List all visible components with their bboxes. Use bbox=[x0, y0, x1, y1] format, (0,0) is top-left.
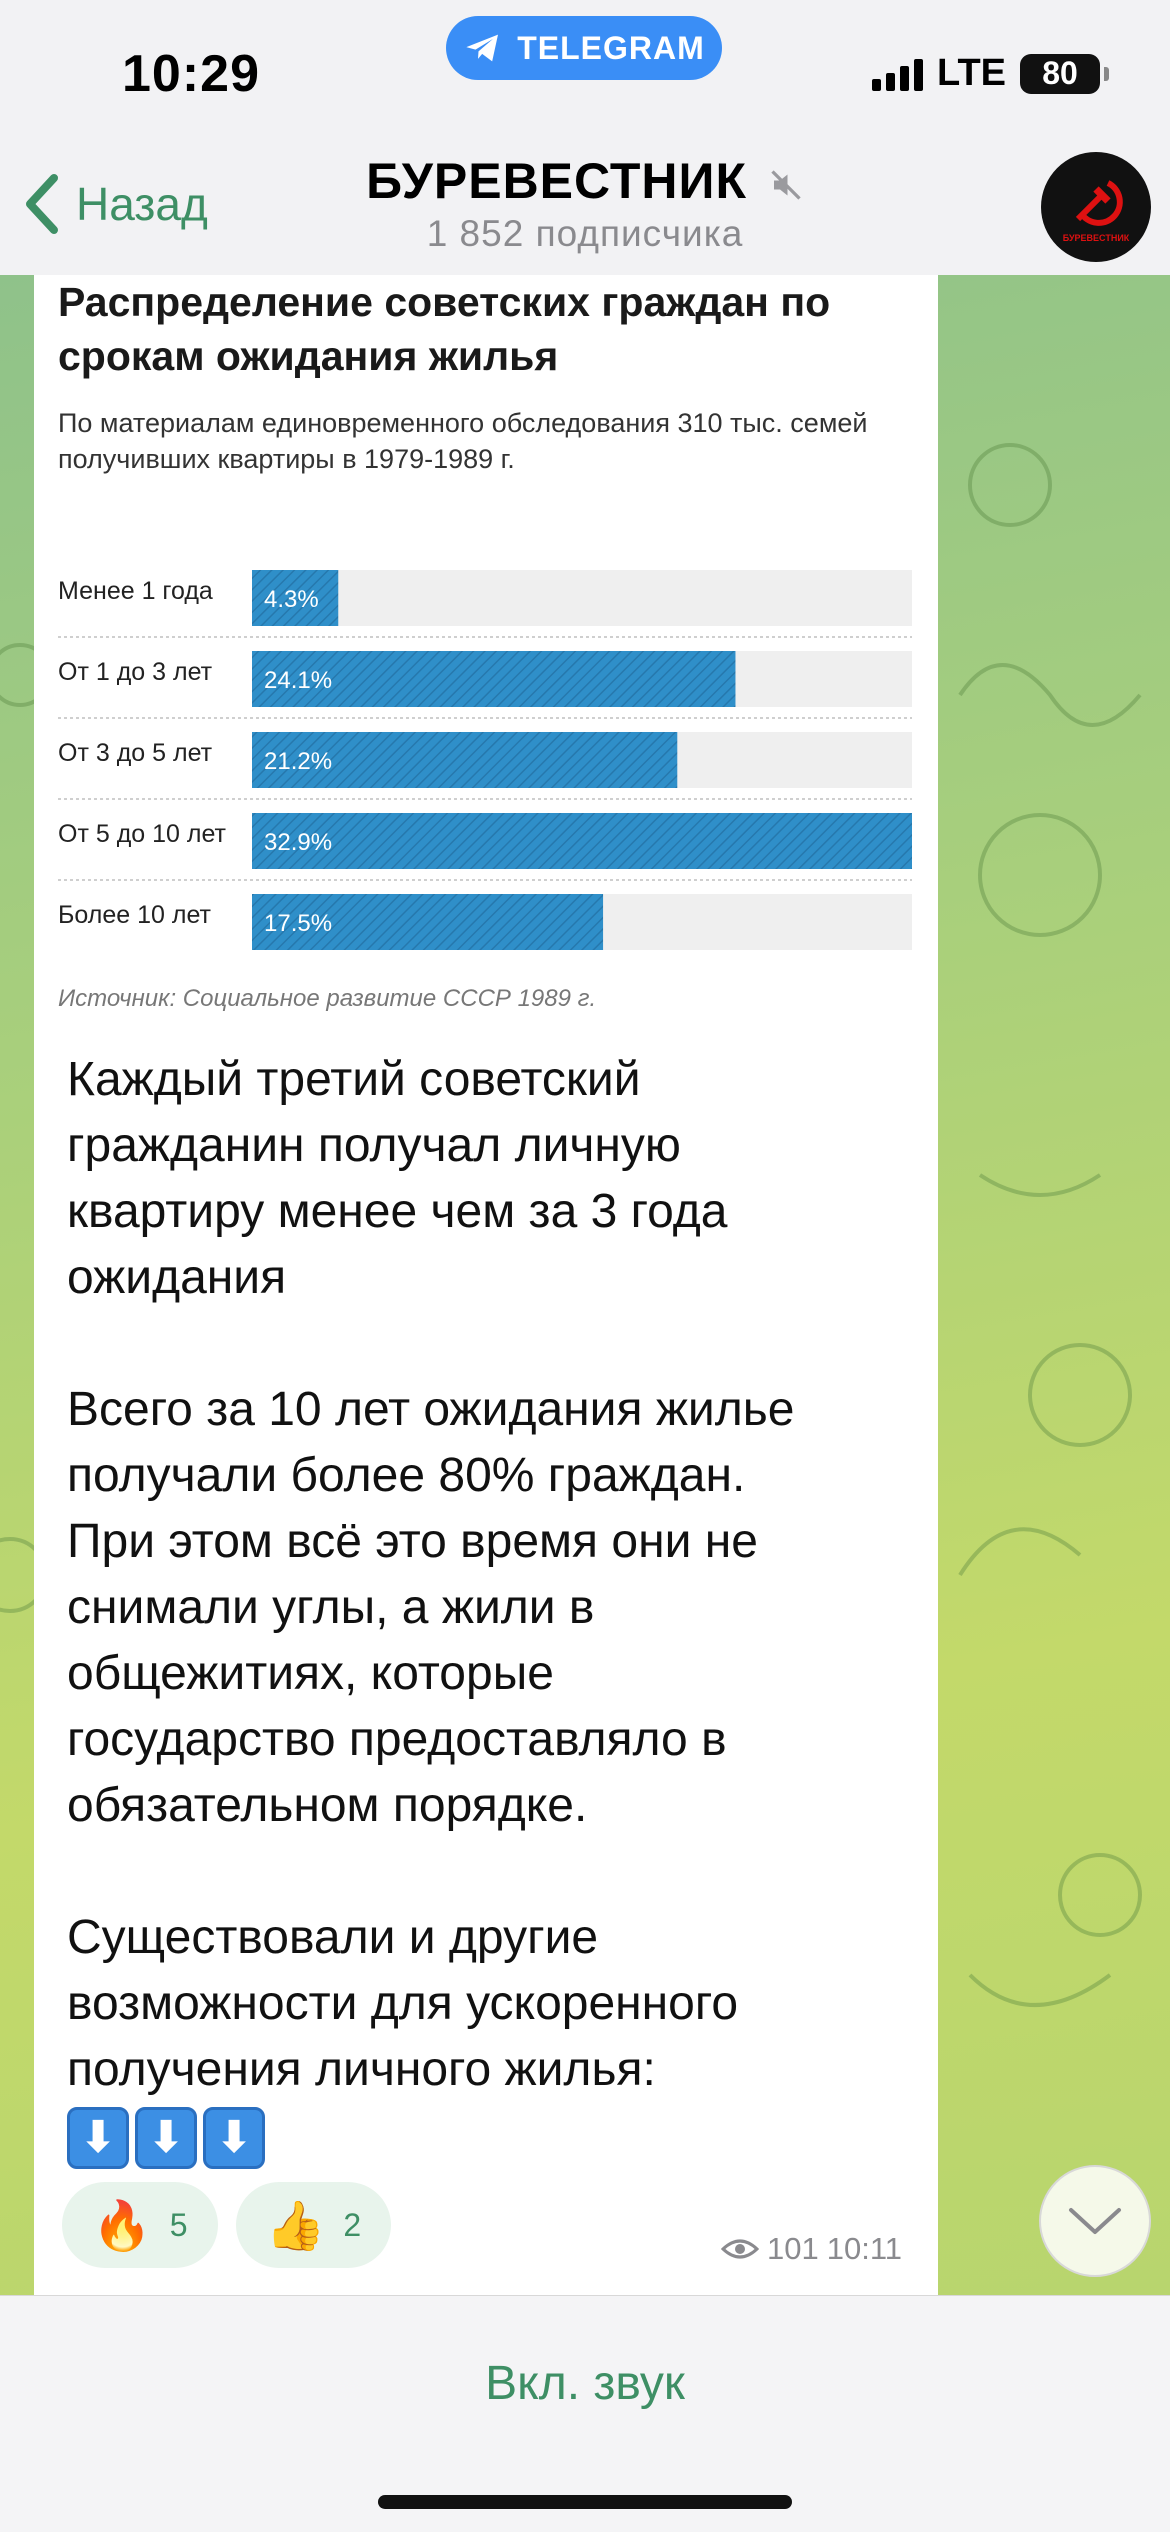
message-meta bbox=[721, 2231, 902, 2267]
bar-row bbox=[58, 813, 912, 880]
eye-icon bbox=[721, 2237, 759, 2261]
top-bar bbox=[0, 0, 1170, 275]
muted-speaker-icon bbox=[768, 167, 804, 203]
battery-icon bbox=[1020, 54, 1100, 94]
view-count: 101 bbox=[766, 2231, 819, 2266]
reaction-count: 2 bbox=[343, 2206, 362, 2243]
bar-row bbox=[58, 651, 912, 718]
bar bbox=[252, 813, 912, 869]
unmute-button[interactable]: Вкл. звук bbox=[485, 2357, 685, 2410]
signal-icon bbox=[872, 57, 923, 91]
bar-row bbox=[58, 570, 912, 637]
message-text bbox=[67, 1047, 907, 2169]
avatar-label: БУРЕВЕСТНИК bbox=[1062, 233, 1130, 243]
status-time: 10:29 bbox=[122, 45, 260, 103]
telegram-plane-icon bbox=[463, 28, 503, 68]
bar-track bbox=[252, 570, 912, 626]
message-bubble[interactable] bbox=[34, 275, 938, 2295]
hammer-sickle-icon bbox=[1066, 171, 1126, 231]
value-label: 21.2% bbox=[264, 748, 333, 775]
value-label: 32.9% bbox=[264, 829, 333, 856]
channel-name: БУРЕВЕСТНИК bbox=[366, 153, 747, 209]
network-type: LTE bbox=[937, 52, 1006, 94]
value-label: 4.3% bbox=[264, 586, 319, 613]
value-label: 24.1% bbox=[264, 667, 333, 694]
scroll-down-button[interactable] bbox=[1039, 2165, 1151, 2277]
reaction-fire[interactable] bbox=[62, 2182, 218, 2268]
bottom-bar bbox=[0, 2295, 1170, 2532]
chart-source: Источник: Социальное развитие СССР 1989 г. bbox=[58, 985, 597, 1012]
value-label: 17.5% bbox=[264, 910, 333, 937]
battery-level: 80 bbox=[1042, 55, 1078, 91]
chevron-down-icon bbox=[1067, 2204, 1123, 2238]
back-label: Назад bbox=[76, 178, 208, 230]
down-arrow-icon: ⬇ bbox=[203, 2107, 265, 2169]
subscriber-count: 1 852 подписчика bbox=[426, 213, 744, 254]
reaction-thumbs-up[interactable] bbox=[236, 2182, 392, 2268]
fire-icon: 🔥 bbox=[92, 2199, 152, 2253]
reactions bbox=[62, 2182, 391, 2268]
bar-chart bbox=[34, 275, 938, 1035]
bar-row bbox=[58, 894, 912, 950]
channel-avatar[interactable] bbox=[1041, 152, 1151, 262]
down-arrow-icon: ⬇ bbox=[135, 2107, 197, 2169]
category-label: От 3 до 5 лет bbox=[58, 739, 213, 767]
down-arrow-icon: ⬇ bbox=[67, 2107, 129, 2169]
category-label: От 1 до 3 лет bbox=[58, 658, 213, 686]
chart-image[interactable] bbox=[34, 275, 938, 1035]
status-indicators bbox=[872, 52, 1100, 95]
category-label: От 5 до 10 лет bbox=[58, 820, 226, 848]
bar-row bbox=[58, 732, 912, 799]
telegram-pill-label: TELEGRAM bbox=[517, 29, 705, 66]
chart-subtitle: По материалам единовременного обследования 310 тыс. семей получивших квартиры в 1979-1989 г. bbox=[58, 408, 868, 474]
thumbs-up-icon: 👍 bbox=[265, 2199, 326, 2253]
message-time: 10:11 bbox=[826, 2231, 902, 2266]
telegram-pill-button[interactable] bbox=[446, 16, 722, 80]
home-indicator bbox=[378, 2495, 792, 2509]
arrow-emojis bbox=[67, 2107, 265, 2169]
message-body: Каждый третий советский гражданин получал личную квартиру менее чем за 3 года ожидания Всего за 10 лет ожидания жилье получали более 80% граждан. При этом всё это время они не снимали углы, а жили в общежитиях, которые государство предоставляло в обязательном порядке. Существовали и другие возможности для ускоренного получения личного жилья: bbox=[67, 1053, 795, 2096]
category-label: Более 10 лет bbox=[58, 901, 211, 929]
chart-title: Распределение советских граждан по срокам ожидания жилья bbox=[58, 279, 831, 379]
category-label: Менее 1 года bbox=[58, 577, 213, 605]
reaction-count: 5 bbox=[169, 2206, 188, 2243]
channel-title[interactable] bbox=[0, 152, 1170, 210]
